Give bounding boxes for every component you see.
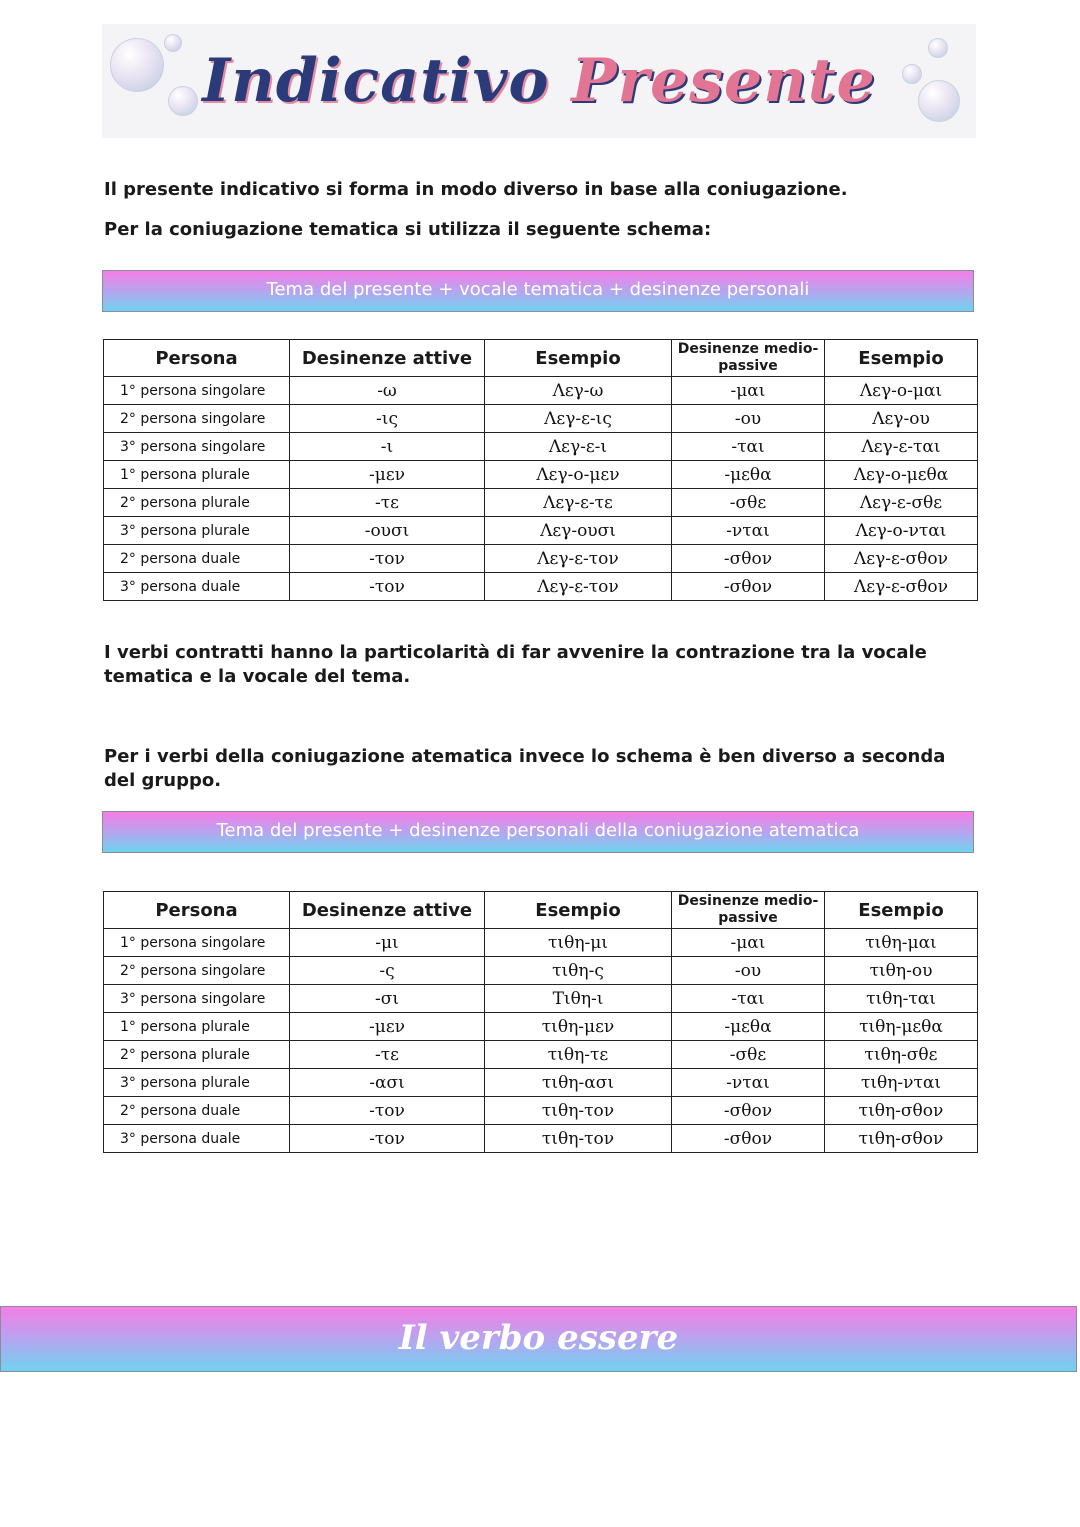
cell-desinenza-attiva: -ις <box>290 405 485 433</box>
table-row <box>104 461 978 489</box>
section-bar-verbo-essere: Il verbo essere <box>0 1306 1077 1372</box>
cell-desinenza-medio-passiva: -σθε <box>672 1041 825 1069</box>
cell-persona: 2° persona plurale <box>104 1041 290 1069</box>
cell-persona: 2° persona duale <box>104 1097 290 1125</box>
cell-esempio-medio: τιθη-ται <box>825 985 978 1013</box>
cell-desinenza-attiva: -μεν <box>290 1013 485 1041</box>
contratti-paragraph: I verbi contratti hanno la particolarità di far avvenire la contrazione tra la vocale tematica e la vocale del tema. <box>104 642 927 687</box>
cell-desinenza-attiva: -μι <box>290 929 485 957</box>
cell-desinenza-attiva: -τον <box>290 1097 485 1125</box>
scheme-tematica-bar: Tema del presente + vocale tematica + desinenze personali <box>102 270 974 312</box>
table-row <box>104 433 978 461</box>
cell-desinenza-medio-passiva: -σθον <box>672 1097 825 1125</box>
atematica-table <box>103 891 978 1153</box>
cell-desinenza-medio-passiva: -νται <box>672 517 825 545</box>
intro-line-1: Il presente indicativo si forma in modo diverso in base alla coniugazione. <box>104 179 848 200</box>
table-row <box>104 1125 978 1153</box>
table-row <box>104 489 978 517</box>
header-persona: Persona <box>104 340 290 377</box>
cell-desinenza-attiva: -τε <box>290 489 485 517</box>
table-header-row <box>104 340 978 377</box>
cell-persona: 2° persona duale <box>104 545 290 573</box>
cell-desinenza-medio-passiva: -σθε <box>672 489 825 517</box>
cell-esempio: Λεγ-ουσι <box>485 517 672 545</box>
cell-desinenza-medio-passiva: -μεθα <box>672 1013 825 1041</box>
cell-persona: 3° persona singolare <box>104 985 290 1013</box>
header-esempio: Esempio <box>485 892 672 929</box>
intro-line-2: Per la coniugazione tematica si utilizza il seguente schema: <box>104 219 712 240</box>
cell-desinenza-medio-passiva: -ου <box>672 957 825 985</box>
cell-persona: 3° persona plurale <box>104 517 290 545</box>
cell-esempio-medio: Λεγ-ο-μεθα <box>825 461 978 489</box>
cell-esempio-medio: Λεγ-ο-νται <box>825 517 978 545</box>
header-esempio-2: Esempio <box>825 892 978 929</box>
cell-desinenza-medio-passiva: -ται <box>672 985 825 1013</box>
cell-esempio: Λεγ-ε-τον <box>485 545 672 573</box>
cell-persona: 3° persona duale <box>104 1125 290 1153</box>
table-row <box>104 405 978 433</box>
cell-esempio: τιθη-μεν <box>485 1013 672 1041</box>
cell-desinenza-medio-passiva: -ου <box>672 405 825 433</box>
cell-esempio: τιθη-ασι <box>485 1069 672 1097</box>
cell-persona: 2° persona singolare <box>104 405 290 433</box>
header-esempio-2: Esempio <box>825 340 978 377</box>
cell-esempio: Τιθη-ι <box>485 985 672 1013</box>
header-attive: Desinenze attive <box>290 340 485 377</box>
cell-persona: 2° persona singolare <box>104 957 290 985</box>
cell-desinenza-attiva: -ι <box>290 433 485 461</box>
cell-esempio: Λεγ-ω <box>485 377 672 405</box>
cell-esempio-medio: Λεγ-ου <box>825 405 978 433</box>
table-row <box>104 1041 978 1069</box>
header-medio-passive: Desinenze medio-passive <box>672 340 825 377</box>
cell-esempio: τιθη-ς <box>485 957 672 985</box>
table-row <box>104 929 978 957</box>
cell-desinenza-attiva: -ουσι <box>290 517 485 545</box>
tematica-table <box>103 339 978 601</box>
table-row <box>104 377 978 405</box>
cell-persona: 1° persona plurale <box>104 1013 290 1041</box>
cell-esempio: τιθη-τε <box>485 1041 672 1069</box>
cell-esempio-medio: Λεγ-ε-σθον <box>825 573 978 601</box>
cell-esempio: Λεγ-ε-τον <box>485 573 672 601</box>
cell-esempio-medio: τιθη-νται <box>825 1069 978 1097</box>
header-attive: Desinenze attive <box>290 892 485 929</box>
cell-esempio-medio: Λεγ-ε-ται <box>825 433 978 461</box>
header-esempio: Esempio <box>485 340 672 377</box>
cell-desinenza-attiva: -ω <box>290 377 485 405</box>
table-header-row <box>104 892 978 929</box>
cell-desinenza-medio-passiva: -σθον <box>672 1125 825 1153</box>
cell-esempio: τιθη-τον <box>485 1097 672 1125</box>
cell-desinenza-medio-passiva: -μαι <box>672 377 825 405</box>
cell-desinenza-medio-passiva: -νται <box>672 1069 825 1097</box>
cell-desinenza-attiva: -μεν <box>290 461 485 489</box>
cell-esempio-medio: τιθη-σθον <box>825 1125 978 1153</box>
cell-esempio: Λεγ-ε-τε <box>485 489 672 517</box>
cell-desinenza-attiva: -σι <box>290 985 485 1013</box>
cell-desinenza-medio-passiva: -σθον <box>672 573 825 601</box>
table-row <box>104 573 978 601</box>
cell-desinenza-attiva: -τον <box>290 545 485 573</box>
cell-esempio: τιθη-μι <box>485 929 672 957</box>
atematica-paragraph: Per i verbi della coniugazione atematica invece lo schema è ben diverso a seconda del gruppo. <box>104 746 946 791</box>
cell-esempio-medio: Λεγ-ε-σθον <box>825 545 978 573</box>
cell-desinenza-attiva: -τον <box>290 573 485 601</box>
cell-persona: 1° persona singolare <box>104 929 290 957</box>
title-banner <box>102 24 976 138</box>
cell-esempio-medio: τιθη-μαι <box>825 929 978 957</box>
header-persona: Persona <box>104 892 290 929</box>
scheme-atematica-bar: Tema del presente + desinenze personali della coniugazione atematica <box>102 811 974 853</box>
cell-desinenza-medio-passiva: -μαι <box>672 929 825 957</box>
cell-persona: 3° persona plurale <box>104 1069 290 1097</box>
cell-esempio-medio: τιθη-ου <box>825 957 978 985</box>
header-medio-passive: Desinenze medio-passive <box>672 892 825 929</box>
cell-persona: 3° persona singolare <box>104 433 290 461</box>
cell-esempio: Λεγ-ε-ις <box>485 405 672 433</box>
table-row <box>104 1013 978 1041</box>
cell-persona: 1° persona plurale <box>104 461 290 489</box>
cell-desinenza-attiva: -ς <box>290 957 485 985</box>
cell-esempio-medio: Λεγ-ο-μαι <box>825 377 978 405</box>
cell-desinenza-attiva: -ασι <box>290 1069 485 1097</box>
table-row <box>104 1097 978 1125</box>
cell-esempio-medio: Λεγ-ε-σθε <box>825 489 978 517</box>
cell-esempio-medio: τιθη-σθον <box>825 1097 978 1125</box>
table-row <box>104 957 978 985</box>
cell-desinenza-medio-passiva: -μεθα <box>672 461 825 489</box>
title-word-1: Indicativo <box>202 46 550 116</box>
cell-esempio: τιθη-τον <box>485 1125 672 1153</box>
cell-desinenza-medio-passiva: -σθον <box>672 545 825 573</box>
cell-persona: 2° persona plurale <box>104 489 290 517</box>
cell-esempio-medio: τιθη-μεθα <box>825 1013 978 1041</box>
cell-desinenza-attiva: -τον <box>290 1125 485 1153</box>
cell-desinenza-medio-passiva: -ται <box>672 433 825 461</box>
cell-desinenza-attiva: -τε <box>290 1041 485 1069</box>
cell-persona: 3° persona duale <box>104 573 290 601</box>
table-row <box>104 517 978 545</box>
table-row <box>104 985 978 1013</box>
cell-esempio: Λεγ-ο-μεν <box>485 461 672 489</box>
table-row <box>104 545 978 573</box>
page-title <box>102 46 976 116</box>
cell-esempio-medio: τιθη-σθε <box>825 1041 978 1069</box>
title-word-2: Presente <box>571 46 876 116</box>
table-row <box>104 1069 978 1097</box>
cell-persona: 1° persona singolare <box>104 377 290 405</box>
cell-esempio: Λεγ-ε-ι <box>485 433 672 461</box>
